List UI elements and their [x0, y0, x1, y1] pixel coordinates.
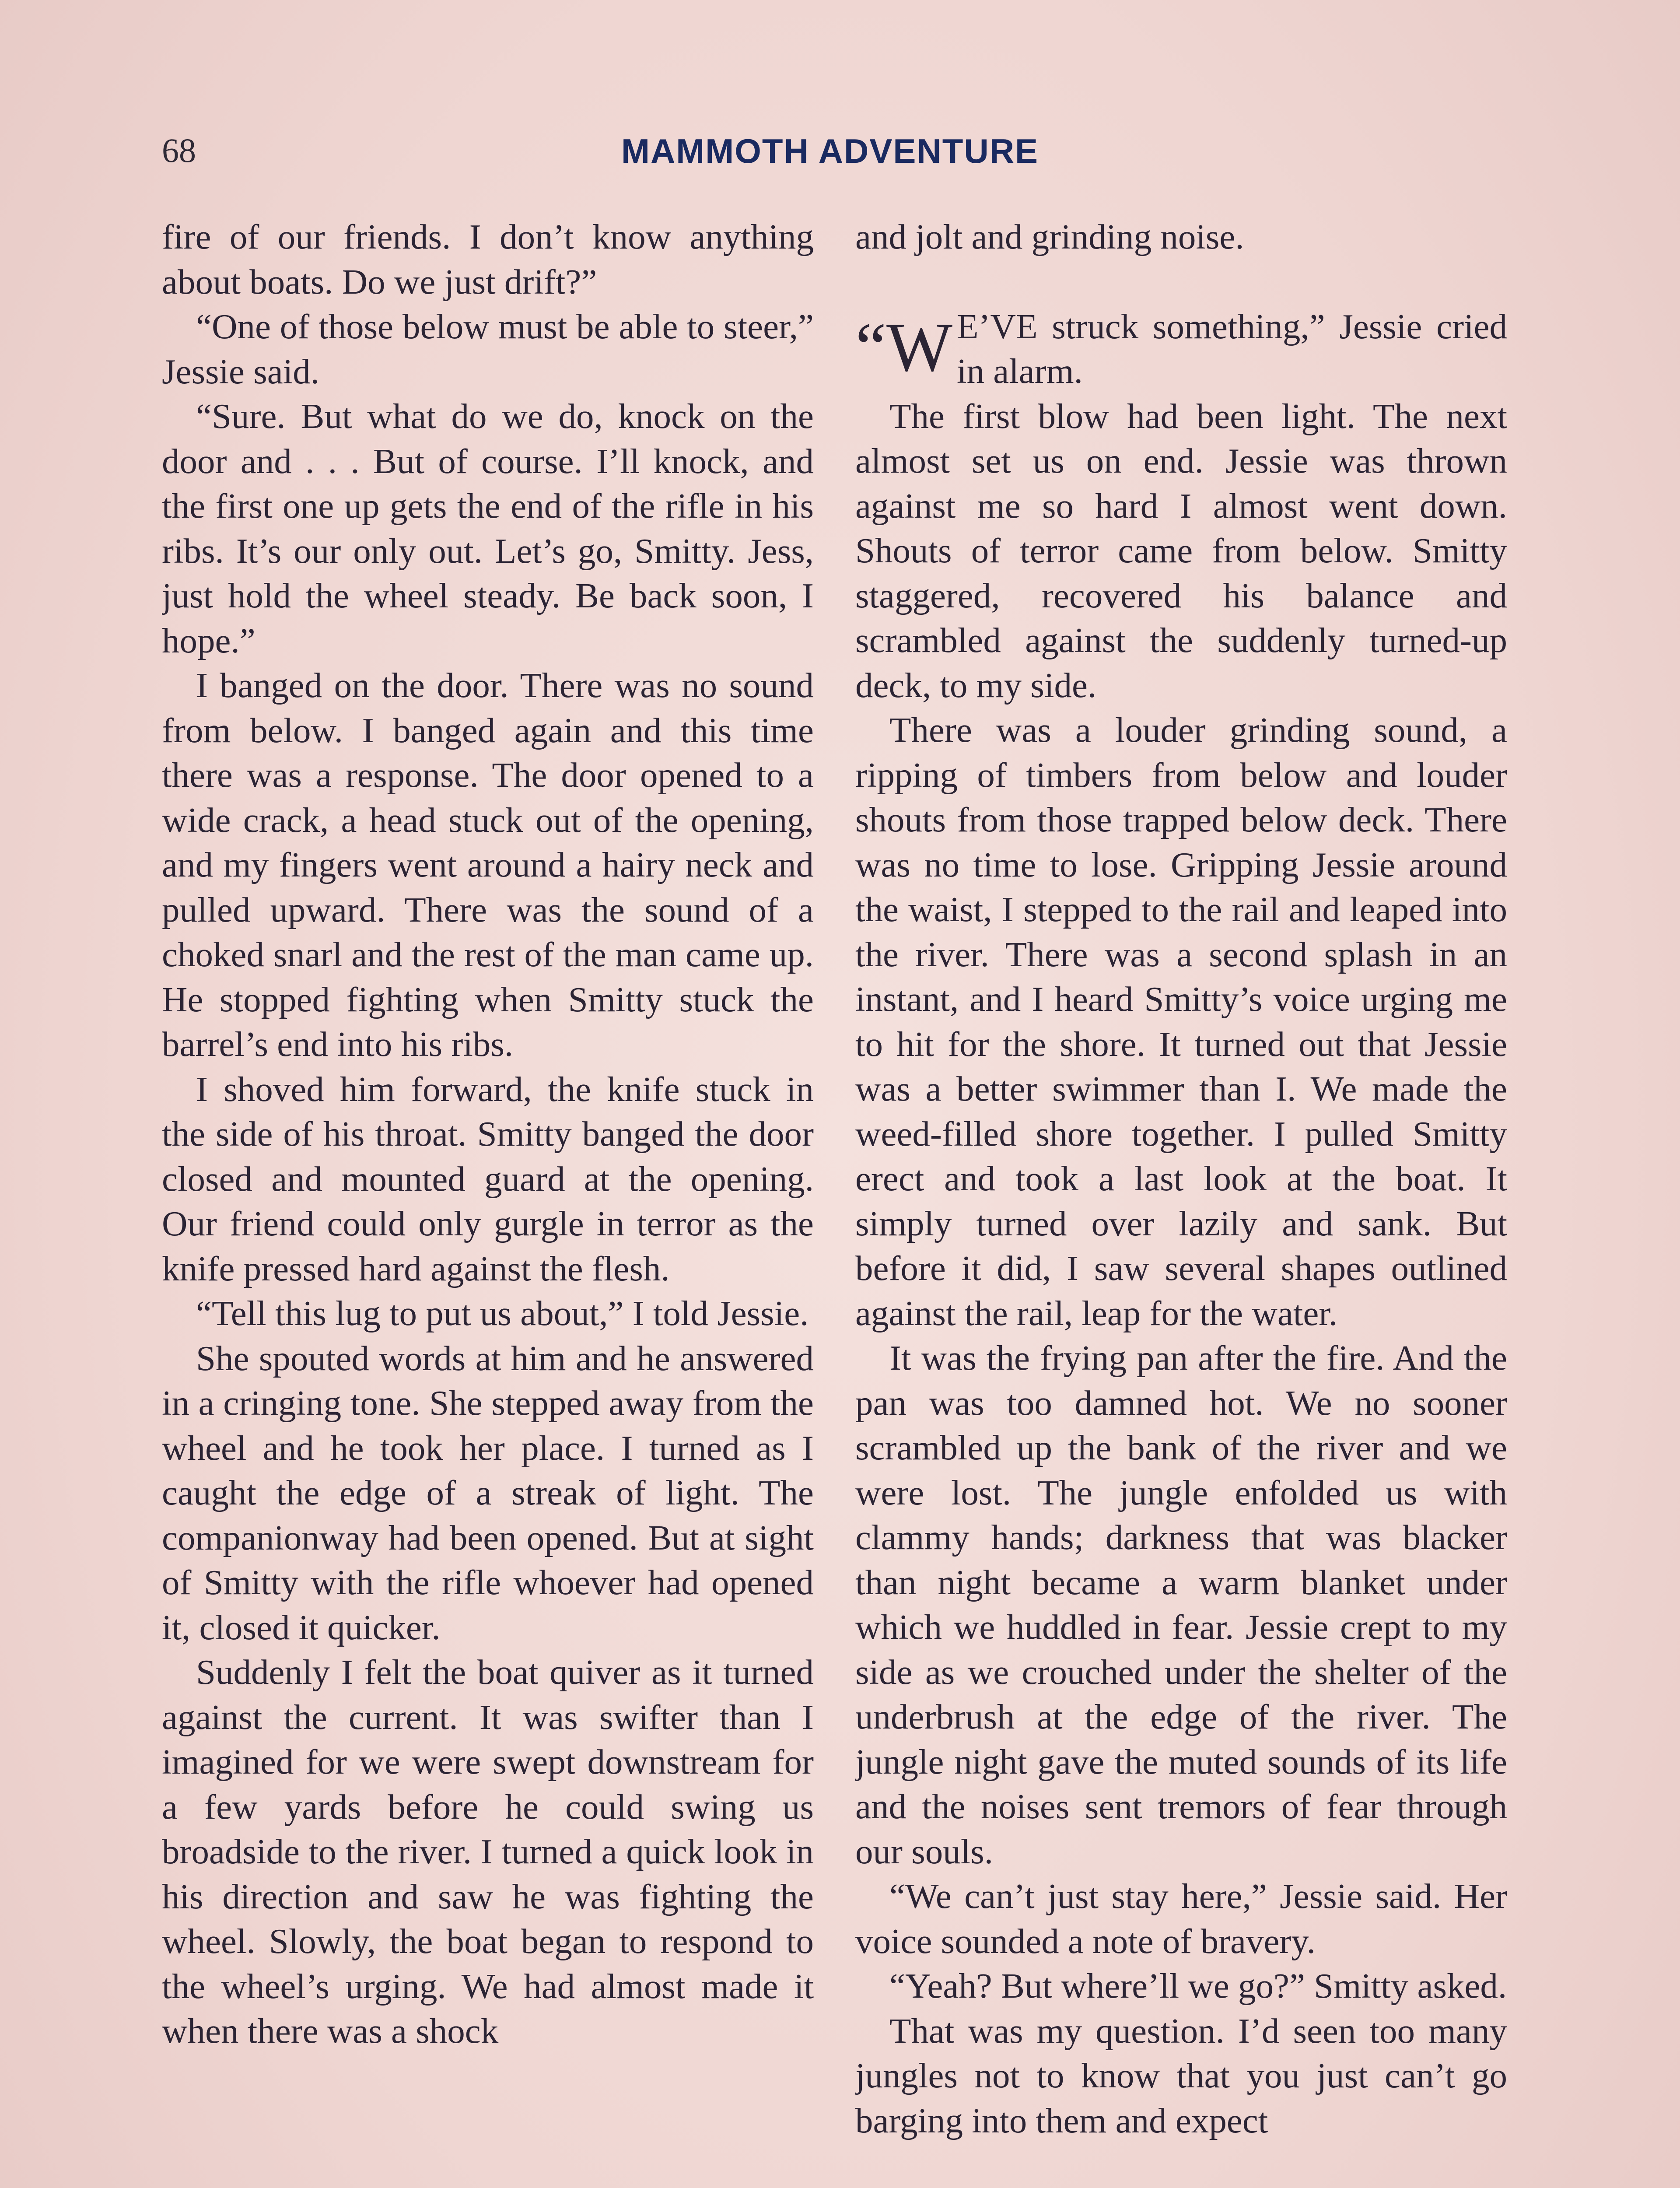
paragraph: fire of our friends. I don’t know anything about boats. Do we just drift?”: [162, 217, 814, 302]
paragraph: “Yeah? But where’ll we go?” Smitty asked.: [889, 1966, 1507, 2006]
paragraph: It was the frying pan after the fire. And the pan was too damned hot. We no sooner scrambled up the bank of the river and we were lost. The jungle enfolded us with clammy hands; darkness that was blacker than night became a warm blanket under which we huddled in fear. Jessie crept to my side as we crouched under the shelter of the underbrush at the edge of the river. The jungle night gave the muted sounds of its life and the noises sent tremors of fear through our souls.: [855, 1338, 1507, 1871]
text-column-right: [855, 214, 1507, 2188]
paragraph: That was my question. I’d seen too many jungles not to know that you just can’t go barging into them and expect: [855, 2011, 1507, 2140]
paragraph: “We can’t just stay here,” Jessie said. Her voice sounded a note of bravery.: [855, 1876, 1507, 1961]
page-number: 68: [162, 131, 196, 169]
paragraph: Suddenly I felt the boat quiver as it turned against the current. It was swifter than I imagined for we were swept downstream for a few yards before he could swing us broadside to the river. I turned a quick look in his direction and saw he was fighting the wheel. Slowly, the boat began to respond to the wheel’s urging. We had almost made it when there was a shock: [162, 1652, 814, 2051]
section-opening-paragraph: “WE’VE struck something,” Jessie cried in alarm.: [855, 306, 1507, 391]
paragraph: “Sure. But what do we do, knock on the door and . . . But of course. I’ll knock, and the first one up gets the end of the rifle in his ribs. It’s our only out. Let’s go, Smitty. Jess, just hold the wheel steady. Be back soon, I hope.”: [162, 396, 814, 660]
paragraph: I shoved him forward, the knife stuck in the side of his throat. Smitty banged the door closed and mounted guard at the opening. Our friend could only gurgle in terror as the knife pressed hard against the flesh.: [162, 1069, 814, 1288]
paragraph: There was a louder grinding sound, a ripping of timbers from below and louder shouts from those trapped below deck. There was no time to lose. Gripping Jessie around the waist, I stepped to the rail and leaped into the river. There was a second splash in an instant, and I heard Smitty’s voice urging me to hit for the shore. It turned out that Jessie was a better swimmer than I. We made the weed-filled shore together. I pulled Smitty erect and took a last look at the boat. It simply turned over lazily and sank. But before it did, I saw several shapes outlined against the rail, leap for the water.: [855, 710, 1507, 1333]
paragraph: and jolt and grinding noise.: [855, 217, 1244, 256]
paragraph: The first blow had been light. The next almost set us on end. Jessie was thrown against me so hard I almost went down. Shouts of terror came from below. Smitty staggered, recovered his balance and scrambled against the suddenly turned-up deck, to my side.: [855, 396, 1507, 705]
text-column-left: [162, 214, 814, 2188]
paragraph: “One of those below must be able to steer,” Jessie said.: [162, 307, 814, 391]
running-title: MAMMOTH ADVENTURE: [621, 132, 1039, 170]
paragraph: I banged on the door. There was no sound from below. I banged again and this time there was a response. The door opened to a wide crack, a head stuck out of the opening, and my fingers went around a hairy neck and pulled upward. There was the sound of a choked snarl and the rest of the man came up. He stopped fighting when Smitty stuck the barrel’s end into his ribs.: [162, 666, 814, 1064]
paragraph: “Tell this lug to put us about,” I told Jessie.: [196, 1294, 809, 1333]
paragraph: She spouted words at him and he answered in a cringing tone. She stepped away from the wheel and he took her place. I turned as I caught the edge of a streak of light. The companionway had been opened. But at sight of Smitty with the rifle whoever had opened it, closed it quicker.: [162, 1338, 814, 1647]
